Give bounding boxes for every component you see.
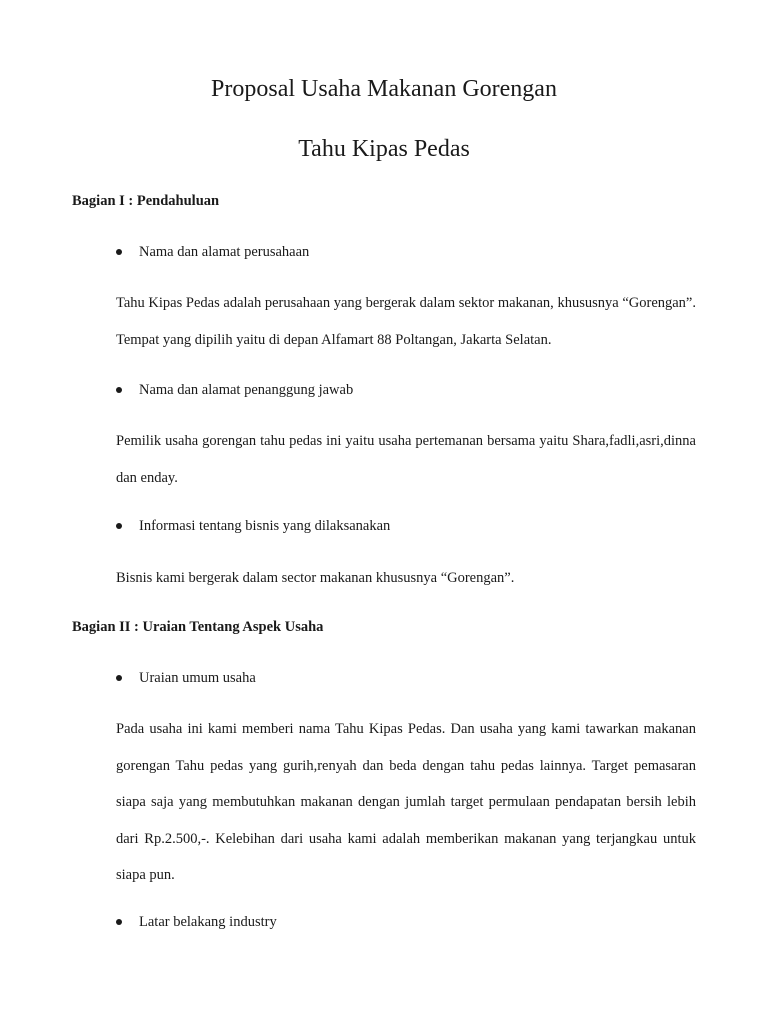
bullet-item — [116, 913, 277, 931]
bullet-label: Uraian umum usaha — [139, 670, 256, 686]
bullet-label: Latar belakang industry — [139, 914, 277, 930]
bullet-item — [116, 517, 390, 535]
bullet-item — [116, 381, 353, 399]
section-heading-1: Bagian I : Pendahuluan — [72, 193, 220, 209]
document-title: Proposal Usaha Makanan Gorengan — [211, 76, 557, 102]
paragraph: Bisnis kami bergerak dalam sector makanan khususnya “Gorengan”. — [116, 570, 515, 586]
bullet-icon — [116, 523, 122, 529]
document-subtitle: Tahu Kipas Pedas — [298, 136, 470, 162]
section-heading-2: Bagian II : Uraian Tentang Aspek Usaha — [72, 619, 324, 635]
bullet-item — [116, 243, 309, 261]
bullet-label: Nama dan alamat penanggung jawab — [139, 382, 354, 398]
bullet-icon — [116, 919, 122, 925]
bullet-icon — [116, 249, 122, 255]
paragraph: Pemilik usaha gorengan tahu pedas ini yaitu usaha pertemanan bersama yaitu Shara,fadli,asri,dinna dan enday. — [116, 433, 696, 486]
bullet-label: Informasi tentang bisnis yang dilaksanakan — [139, 518, 391, 534]
bullet-item — [116, 669, 256, 687]
bullet-icon — [116, 387, 122, 393]
bullet-label: Nama dan alamat perusahaan — [139, 244, 310, 260]
paragraph: Pada usaha ini kami memberi nama Tahu Kipas Pedas. Dan usaha yang kami tawarkan makanan gorengan Tahu pedas yang gurih,renyah dan beda dengan tahu pedas lainnya. Target pemasaran siapa saja yang membutuhkan makanan dengan jumlah target permulaan pendapatan bersih lebih dari Rp.2.500,-. Kelebihan dari usaha kami adalah memberikan makanan yang terjangkau untuk siapa pun. — [116, 721, 696, 883]
paragraph: Tahu Kipas Pedas adalah perusahaan yang bergerak dalam sektor makanan, khususnya “Gorengan”. Tempat yang dipilih yaitu di depan Alfamart 88 Poltangan, Jakarta Selatan. — [116, 295, 696, 348]
bullet-icon — [116, 675, 122, 681]
